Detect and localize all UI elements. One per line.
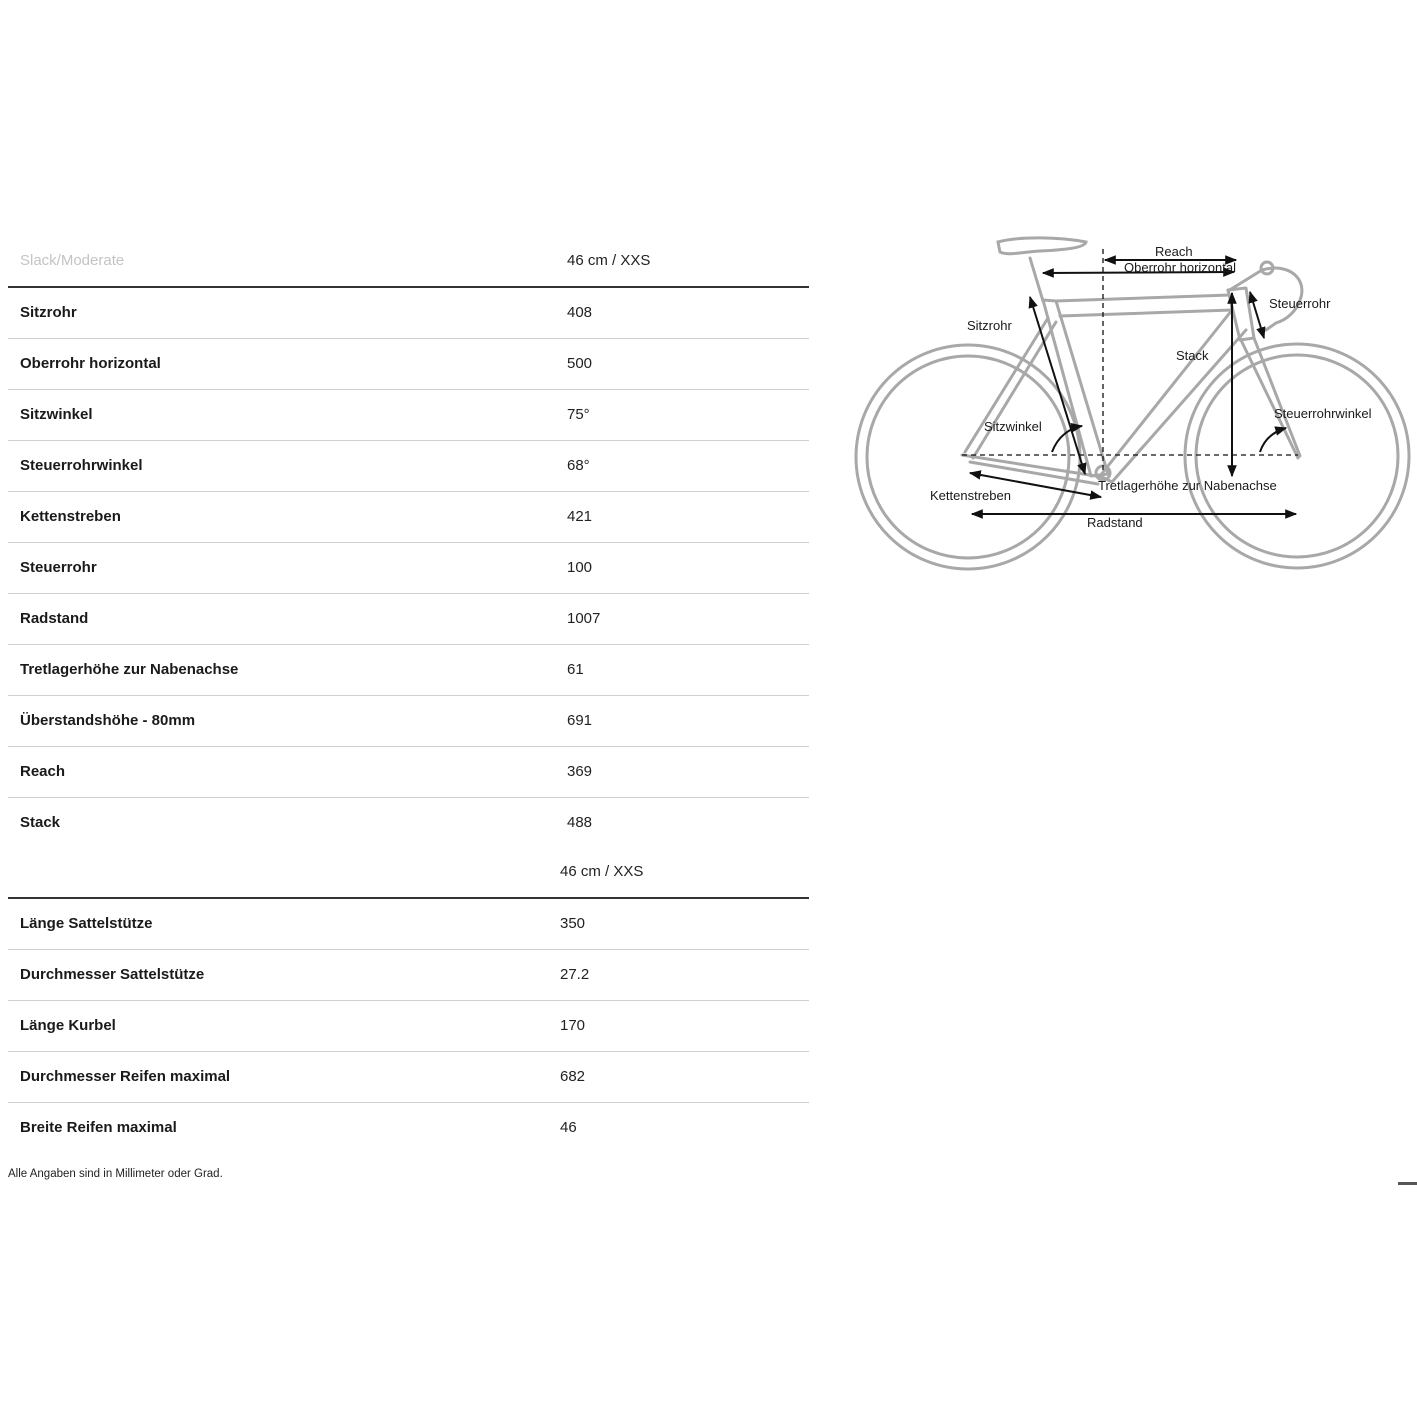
table-row [8,1001,809,1052]
row-value: 488 [567,814,593,831]
row-label: Steuerrohr [20,559,97,576]
row-label: Oberrohr horizontal [20,355,161,372]
row-value: 369 [567,763,593,780]
row-label: Durchmesser Reifen maximal [20,1068,231,1085]
row-value: 682 [560,1068,586,1085]
row-value: 350 [560,915,586,932]
table-header [8,847,809,899]
row-value: 46 [560,1119,577,1136]
table-row [8,899,809,950]
row-label: Überstandshöhe - 80mm [20,712,196,729]
table-row [8,543,809,594]
row-label: Steuerrohrwinkel [20,457,143,474]
bike-geometry-diagram [845,225,1415,575]
row-value: 691 [567,712,593,729]
table-row [8,1103,809,1153]
row-value: 100 [567,559,593,576]
label-steuerrohrwinkel: Steuerrohrwinkel [1274,406,1372,421]
table-row [8,339,809,390]
row-label: Durchmesser Sattelstütze [20,966,205,983]
row-value: 75° [567,406,590,423]
divider [1398,1182,1417,1185]
row-label: Stack [20,814,61,831]
label-reach: Reach [1155,244,1193,259]
row-label: Sitzrohr [20,304,77,321]
table-row [8,441,809,492]
row-value: 170 [560,1017,586,1034]
row-value: 61 [567,661,584,678]
table-row [8,1052,809,1103]
table-row [8,747,809,798]
row-label: Radstand [20,610,89,627]
table-row [8,950,809,1001]
saddle [998,238,1086,254]
table-row [8,594,809,645]
label-radstand: Radstand [1087,515,1143,530]
table-row [8,492,809,543]
label-sitzrohr: Sitzrohr [967,318,1012,333]
row-value: 408 [567,304,593,321]
row-label: Reach [20,763,66,780]
table-row [8,390,809,441]
components-table [8,847,809,1153]
row-label: Sitzwinkel [20,406,93,423]
geometry-table [8,236,809,848]
label-sitzwinkel: Sitzwinkel [984,419,1042,434]
row-label: Länge Sattelstütze [20,915,153,932]
size-header: 46 cm / XXS [567,252,651,269]
row-label: Breite Reifen maximal [20,1119,177,1136]
label-kettenstreben: Kettenstreben [930,488,1011,503]
footnote: Alle Angaben sind in Millimeter oder Grad. [8,1168,223,1180]
row-label: Länge Kurbel [20,1017,116,1034]
row-value: 500 [567,355,593,372]
geometry-type-label: Slack/Moderate [20,252,125,269]
table-row [8,645,809,696]
label-stack: Stack [1176,348,1209,363]
row-label: Kettenstreben [20,508,121,525]
size-header: 46 cm / XXS [560,863,644,880]
table-row [8,288,809,339]
label-tretlager: Tretlagerhöhe zur Nabenachse [1098,478,1277,493]
table-row [8,798,809,848]
row-value: 68° [567,457,590,474]
label-steuerrohr: Steuerrohr [1269,296,1331,311]
row-value: 421 [567,508,593,525]
table-row [8,696,809,747]
row-value: 27.2 [560,966,590,983]
row-label: Tretlagerhöhe zur Nabenachse [20,661,239,678]
table-header [8,236,809,288]
row-value: 1007 [567,610,601,627]
label-oberrohr: Oberrohr horizontal [1124,260,1236,275]
